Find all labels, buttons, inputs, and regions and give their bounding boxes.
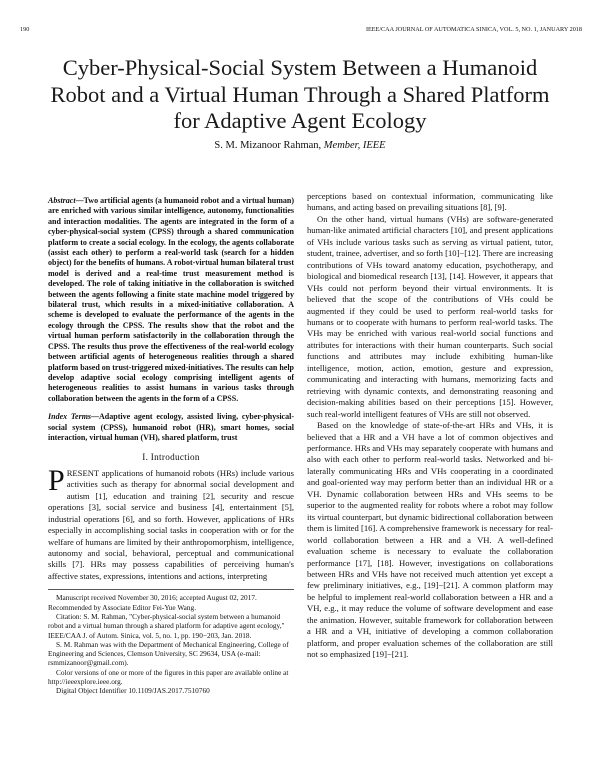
body-paragraph: Based on the knowledge of state-of-the-art HRs and VHs, it is believed that a HR and a VH have a lot of common objectives and performance. HRs and VHs may separately cooperate with humans and also with each other to perform real-world tasks. Networked and bi-laterally communicating HRs and VHs cooperating in a coordinated and goal-oriented way may perform better than an individual HR or a VH. Dynamic collaboration between HRs and VHs seems to be superior to the augmented reality for robots where a robot may follow its virtual counterpart, but dynamic bidirectional collaboration between them is limited [16]. A comprehensive framework is necessary for real-world collaboration between a HR and a VH. A well-defined evaluation scheme is necessary to evaluate the collaboration performance [17], [18]. However, investigations on collaborations between HRs and VHs have not received much attention yet except a few preliminary initiatives, e.g., [19]−[21]. A common platform may be helpful to implement real-world collaboration between a HR and a VH, e.g., it may reduce the volume of software development and ease the animation. However, suitable framework for collaboration between a HR and a VH, initiative of developing a common collaboration platform, and proper evaluation schemes of the collaboration are still not so emphasized [19]−[21]. [307, 420, 553, 660]
left-column [48, 196, 294, 696]
footnote: Citation: S. M. Rahman, "Cyber-physical-social system between a humanoid robot and a virtual human through a shared platform for adaptive agent ecology," IEEE/CAA J. of Autom. Sinica, vol. 5, no. 1, pp. 190−203, Jan. 2018. [48, 611, 285, 640]
drop-cap: P [48, 463, 65, 497]
intro-paragraph [48, 463, 294, 583]
abstract-text: —Two artificial agents (a humanoid robot and a virtual human) are enriched with various similar intelligence, autonomy, functionalities and interaction modalities. The agents are integrated in the form of a cyber-physical-social system (CPSS) through a shared communication platform to create a social ecology. In the ecology, the agents collaborate (assist each other) to perform a real-world task (search for a hidden object) for the benefits of humans. A robot-virtual human bilateral trust model is derived and a real-time trust measurement method is developed. The role of taking initiative in the collaboration is switched between the agents following a finite state machine model triggered by bilateral trust, which results in a mixed-initiative collaboration. A scheme is developed to evaluate the performance of the agents in the ecology through the CPSS. The results show that the robot and the virtual human perform satisfactorily in the collaboration through the CPSS. The results thus prove the effectiveness of the real-world ecology between artificial agents of heterogeneous realities through a shared platform based on trust-triggered mixed-initiatives. The results can help develop adaptive social ecology comprising intelligent agents of heterogeneous realities to assist humans in various tasks through collaboration between the agents in the form of a CPSS. [48, 196, 294, 403]
body-paragraph: On the other hand, virtual humans (VHs) are software-generated human-like animated artificial characters [10], and present applications of VHs include various tasks such as serving as virtual patient, tutor, student, trainee, advertiser, and so forth [10]−[12]. There are increasing contributions of VHs toward anatomy education, psychotherapy, and biological and biomedical research [13], [14]. However, it appears that VHs could not perform beyond their virtual environments. It is believed that the scope of the contributions of VHs could be augmented if they could be used to perform real-world tasks for humans or to cooperate with humans to perform real-world tasks. The VHs may be enriched with various real-world social functions and attributes for interactions with their human counterparts. Such social functions and attributes may include exhibiting human-like intelligence, motion, action, emotion, gesture and expression, communicating and interacting with humans, memorizing facts and retrieving with dynamic contexts, and demonstrating reasoning and decision-making abilities based on their perceptions [15]. However, such real-world intelligent features of VHs are still not observed. [307, 213, 553, 419]
page-number: 190 [20, 26, 30, 33]
index-terms-label: Index Terms [48, 412, 92, 422]
footnote: Manuscript received November 30, 2016; accepted August 02, 2017. Recommended by Associate Editor Fei-Yue Wang. [48, 593, 257, 612]
index-terms [48, 412, 294, 443]
author-membership: Member, IEEE [323, 140, 386, 151]
footnote: Color versions of one or more of the figures in this paper are available online at http://ieeexplore.ieee.org. [48, 667, 289, 686]
author-name: S. M. Mizanoor Rahman, [214, 140, 322, 151]
body-paragraph: perceptions based on contextual information, communicating like humans, and acting based on prevailing situations [8], [9]. [307, 191, 553, 213]
section-heading-introduction: I. Introduction [142, 452, 200, 463]
abstract-label: Abstract [48, 196, 76, 205]
footnote: S. M. Rahman was with the Department of Mechanical Engineering, College of Engineering and Sciences, Clemson University, SC 29634, USA (e-mail: rsmmizanoor@gmail.com). [48, 639, 289, 668]
intro-text: RESENT applications of humanoid robots (HRs) include various activities such as therapy for abnormal social development and autism [1], education and training [2], security and rescue operations [3], social service and business [4], entertainment [5], industrial operations [6], and so forth. However, applications of HRs especially in accomplishing social tasks in cooperation with or for the welfare of humans are limited by their anthropomorphism, intelligence, autonomy and social, behavioral, perceptual and communicational skills [7]. HRs may possess capabilities of perceiving human's affective states, expressions, intentions and actions, interpreting [48, 467, 294, 581]
footnote: Digital Object Identifier 10.1109/JAS.2017.7510760 [56, 686, 210, 696]
right-column [307, 191, 553, 661]
journal-name: IEEE/CAA JOURNAL OF AUTOMATICA SINICA, VOL. 5, NO. 1, JANUARY 2018 [365, 26, 582, 33]
footnotes [48, 589, 294, 695]
abstract [48, 196, 294, 404]
index-terms-text: —Adaptive agent ecology, assisted living, cyber-physical-social system (CPSS), humanoid robot (HR), smart homes, social interaction, virtual human (VH), shared platform, trust [48, 412, 294, 442]
author-line [40, 140, 560, 151]
paper-title: Cyber-Physical-Social System Between a Humanoid Robot and a Virtual Human Through a Shared Platform for Adaptive Agent Ecology [50, 55, 550, 133]
